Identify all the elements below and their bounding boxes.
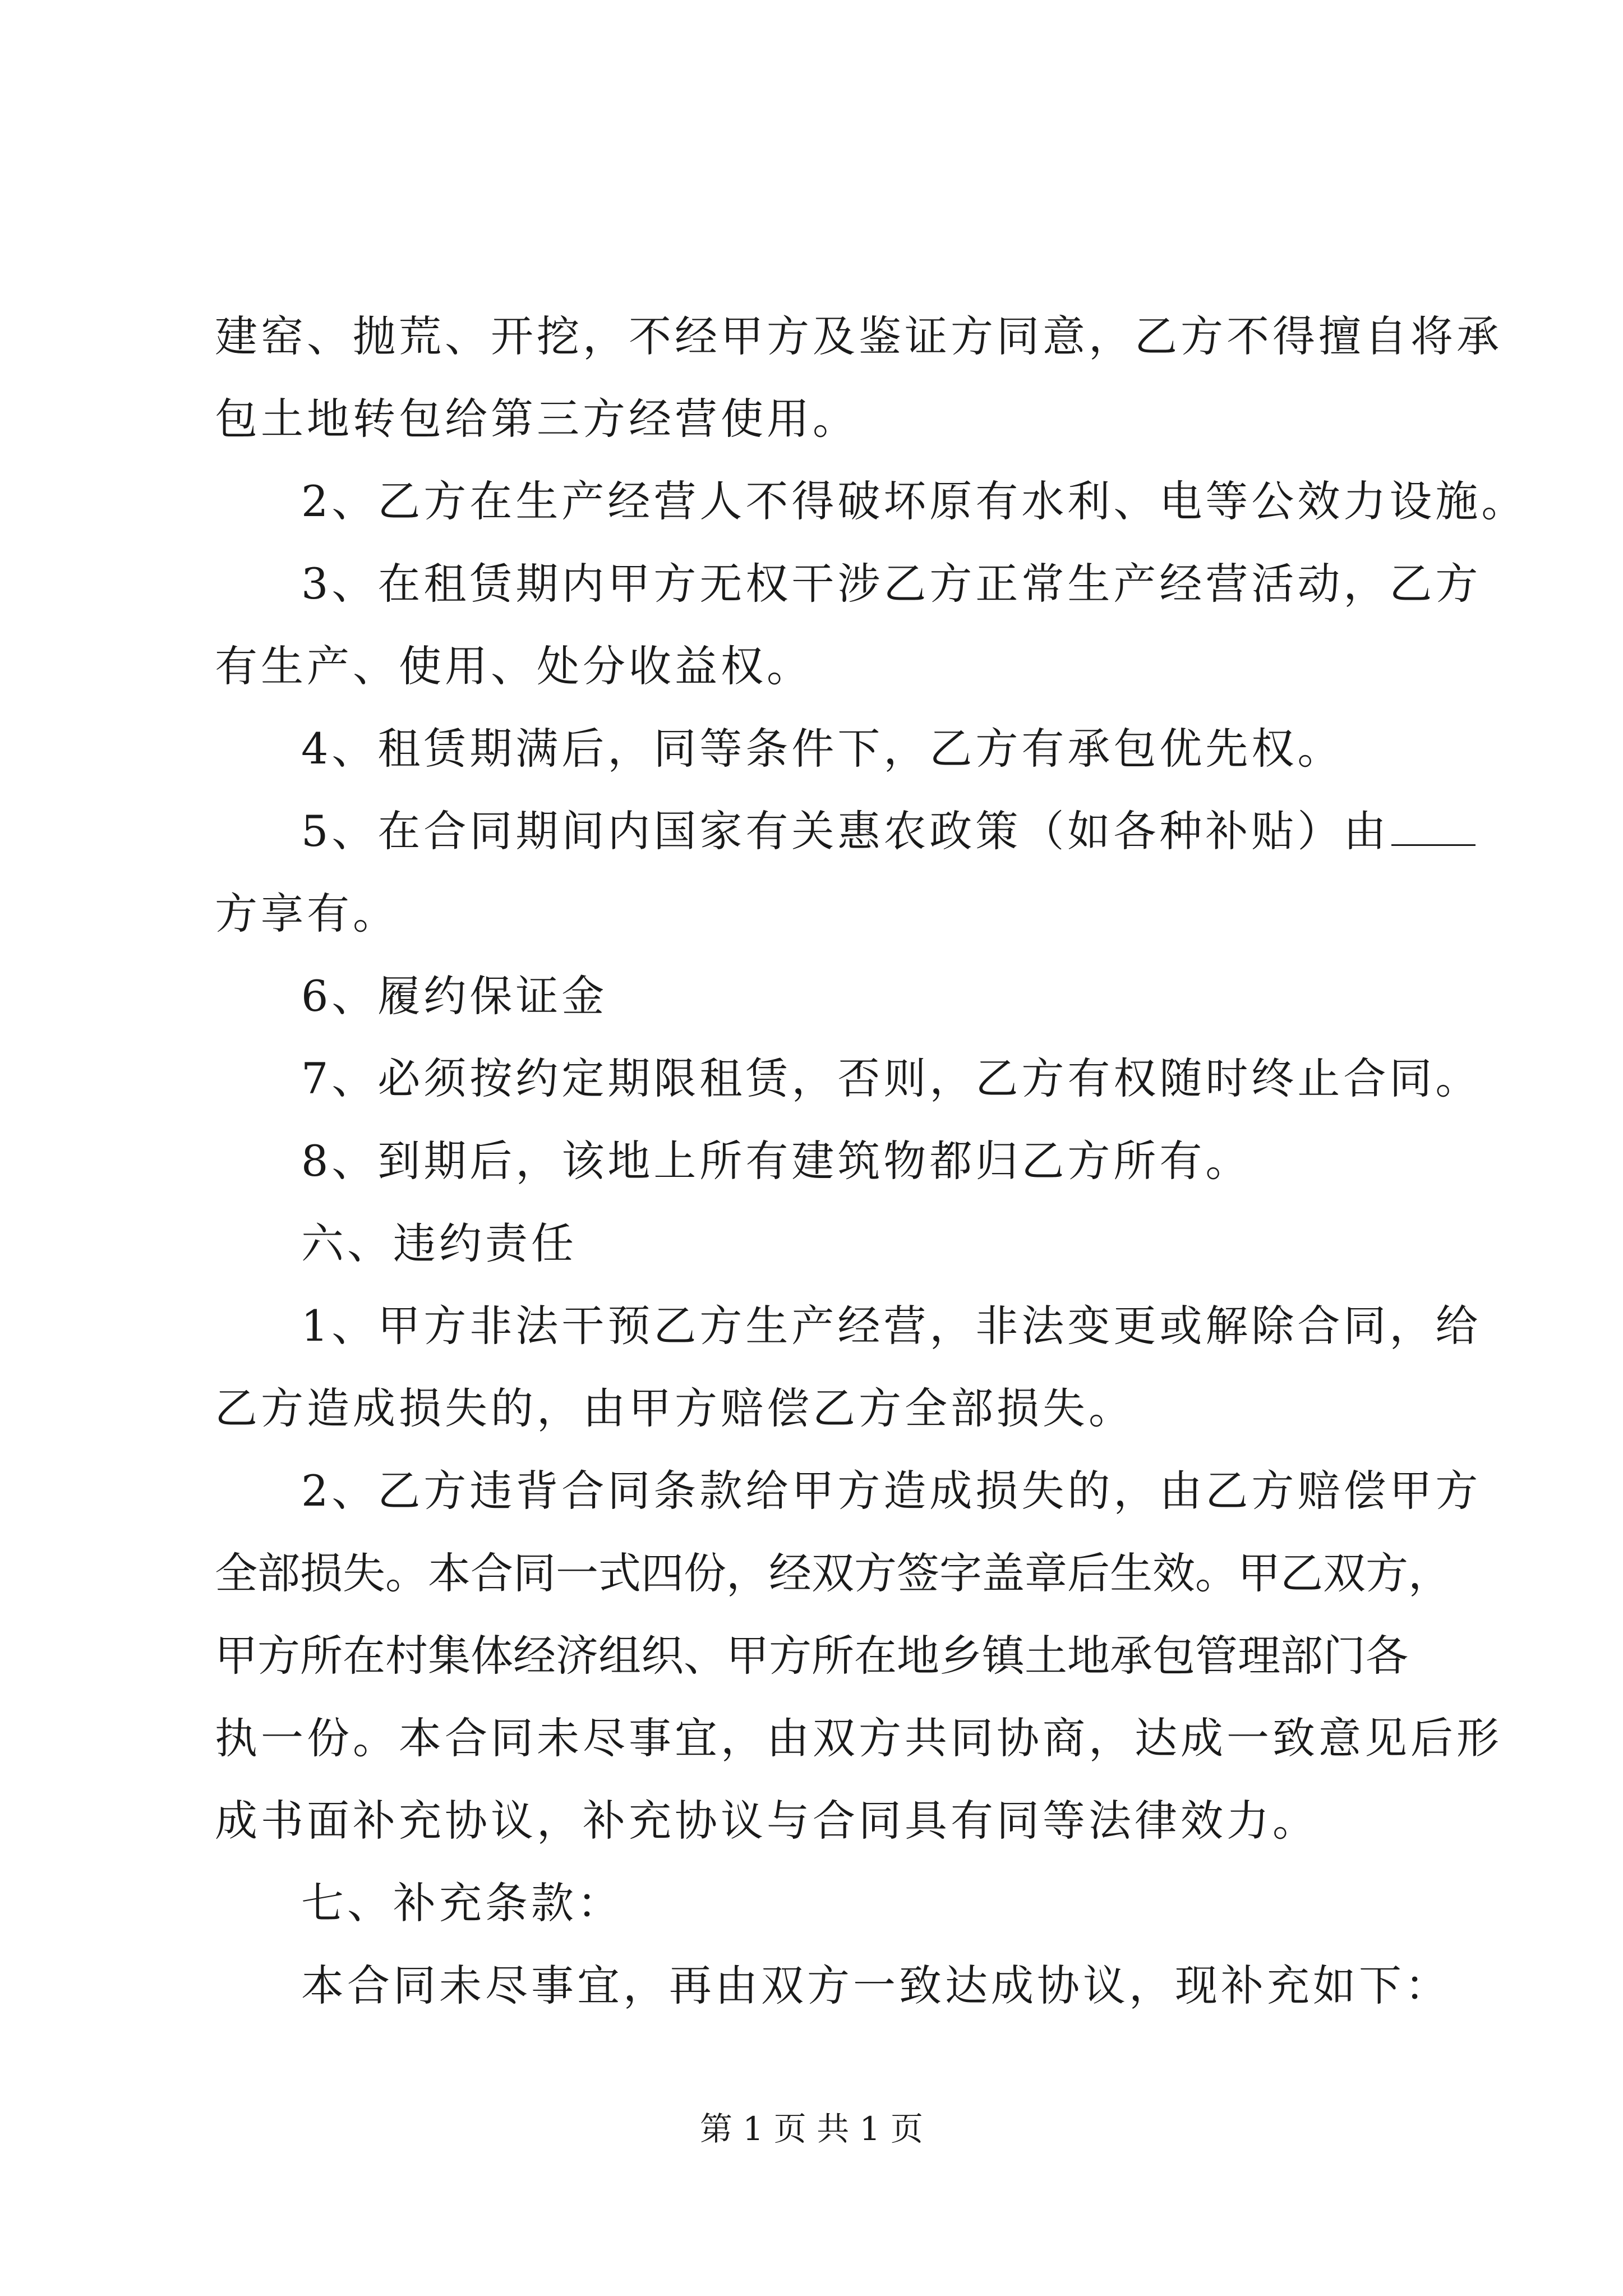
liability-2-cont-4: 成书面补充协议，补充协议与合同具有同等法律效力。 (215, 1796, 1318, 1846)
liability-1: 1、甲方非法干预乙方生产经营，非法变更或解除合同，给 (301, 1301, 1482, 1351)
clause-5-text: 5、在合同期间内国家有关惠农政策（如各种补贴）由 (301, 806, 1390, 856)
text-line-2: 包土地转包给第三方经营使用。 (215, 394, 859, 444)
clause-2: 2、乙方在生产经营人不得破坏原有水利、电等公效力设施。 (301, 476, 1528, 526)
page-footer: 第 1 页 共 1 页 (700, 2110, 923, 2148)
liability-2-cont-2: 甲方所在村集体经济组织、甲方所在地乡镇土地承包管理部门各 (215, 1631, 1408, 1681)
fill-in-blank (1391, 809, 1476, 846)
clause-5-cont: 方享有。 (215, 889, 399, 938)
section-heading-7: 七、补充条款： (301, 1878, 623, 1928)
liability-2-cont-1: 全部损失。本合同一式四份，经双方签字盖章后生效。甲乙双方， (215, 1548, 1451, 1598)
section-heading-6: 六、违约责任 (301, 1218, 577, 1268)
clause-3: 3、在租赁期内甲方无权干涉乙方正常生产经营活动，乙方 (301, 559, 1482, 609)
clause-4: 4、租赁期满后，同等条件下，乙方有承包优先权。 (301, 724, 1344, 774)
liability-2: 2、乙方违背合同条款给甲方造成损失的，由乙方赔偿甲方 (301, 1466, 1482, 1516)
clause-5 (301, 803, 1501, 859)
supplementary-text: 本合同未尽事宜，再由双方一致达成协议，现补充如下： (301, 1961, 1451, 2010)
clause-8: 8、到期后，该地上所有建筑物都归乙方所有。 (301, 1136, 1252, 1186)
text-line-1: 建窑、抛荒、开挖，不经甲方及鉴证方同意，乙方不得擅自将承 (215, 311, 1502, 361)
liability-2-cont-3: 执一份。本合同未尽事宜，由双方共同协商，达成一致意见后形 (215, 1713, 1502, 1763)
clause-3-cont: 有生产、使用、处分收益权。 (215, 641, 813, 691)
clause-7: 7、必须按约定期限租赁，否则，乙方有权随时终止合同。 (301, 1053, 1482, 1103)
liability-1-cont: 乙方造成损失的，由甲方赔偿乙方全部损失。 (215, 1383, 1135, 1433)
clause-6: 6、履约保证金 (301, 971, 608, 1021)
